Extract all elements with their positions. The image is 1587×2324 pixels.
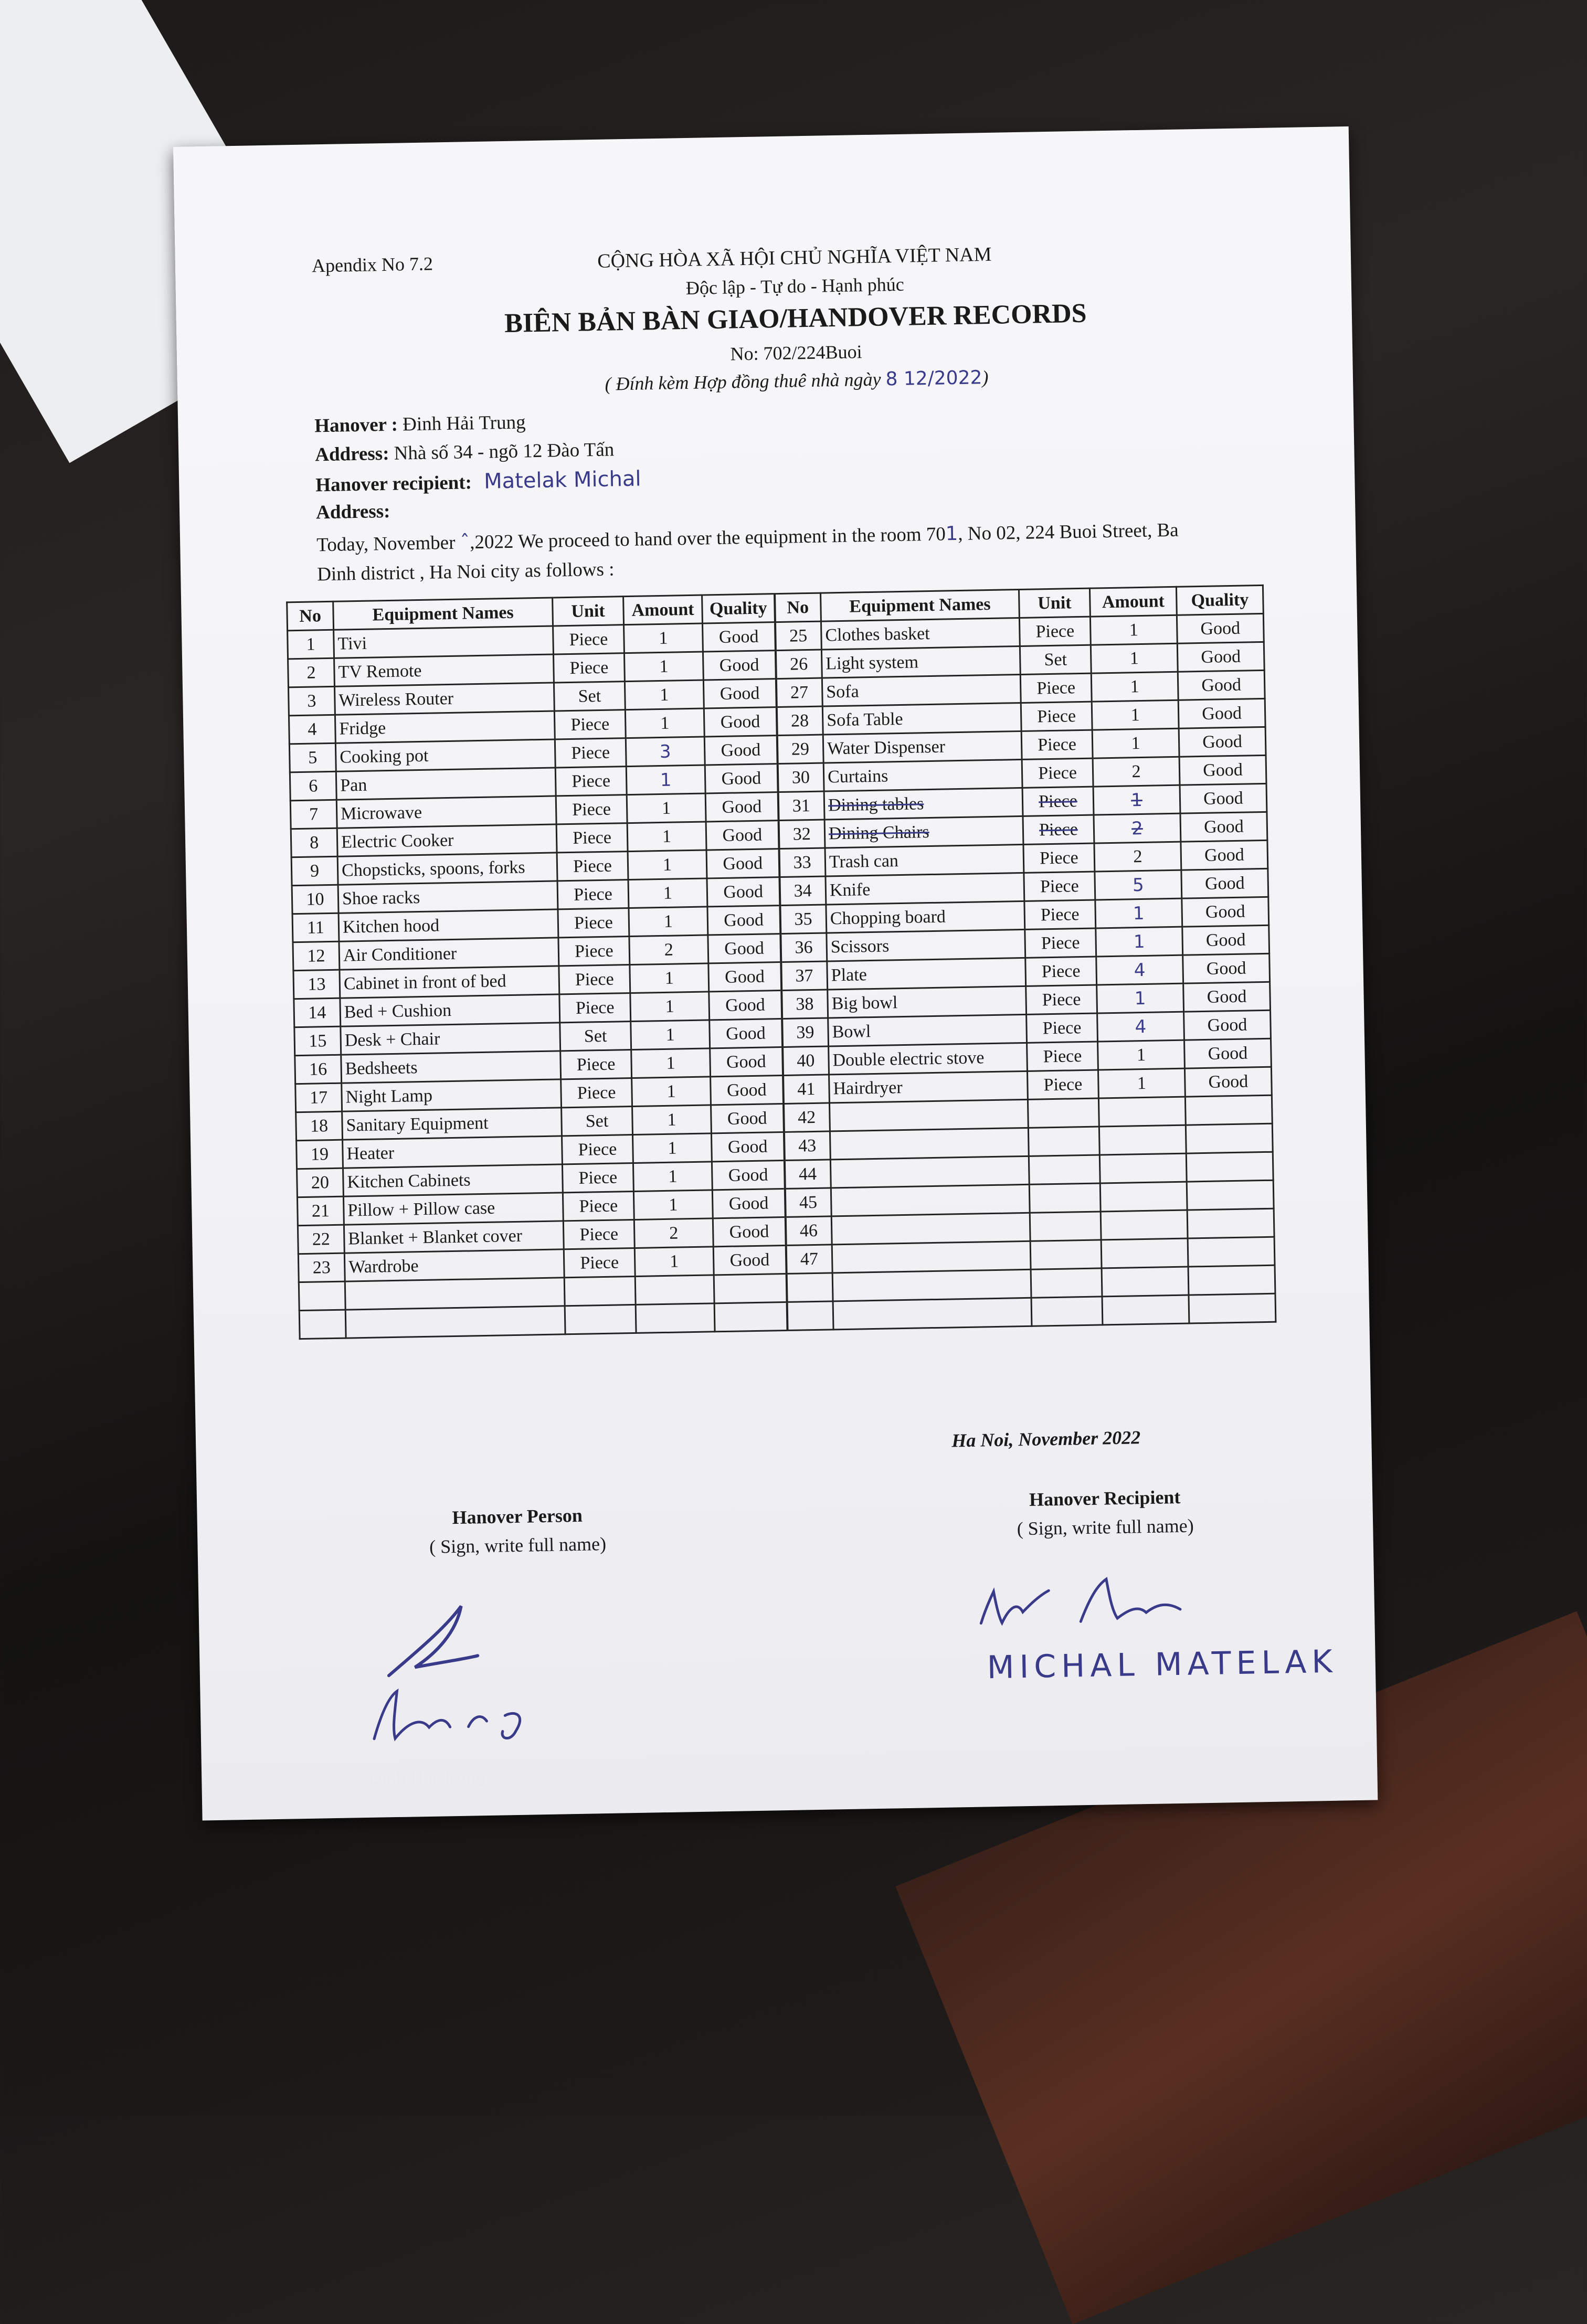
table-body: [288, 613, 1276, 1339]
address-line: [315, 438, 615, 466]
cell-amount: 1: [624, 652, 703, 682]
cell-amount: 1: [631, 1020, 710, 1050]
cell-no: 20: [297, 1168, 344, 1197]
cell-amount: 1: [633, 1162, 712, 1192]
cell-name: Night Lamp: [342, 1079, 562, 1111]
cell-no: 5: [289, 743, 336, 772]
cell-quality: Good: [703, 651, 776, 680]
cell-name: [830, 1156, 1029, 1188]
place-date: Ha Noi, November 2022: [951, 1427, 1141, 1451]
cell-amount: [1100, 1182, 1187, 1212]
cell-quality: Good: [710, 1019, 782, 1048]
cell-name: Air Conditioner: [339, 938, 559, 970]
cell-no: 7: [290, 800, 337, 829]
cell-name: Sofa Table: [822, 703, 1021, 735]
cell-quality: Good: [704, 707, 777, 737]
cell-unit: [1031, 1297, 1103, 1326]
cell-name: Double electric stove: [829, 1043, 1028, 1075]
cell-quality: Good: [706, 821, 779, 850]
address-label: Address:: [314, 442, 389, 466]
cell-unit: Piece: [1023, 843, 1095, 873]
cell-quality: Good: [1179, 727, 1266, 757]
cell-name: [832, 1269, 1031, 1301]
cell-name: Water Dispenser: [823, 731, 1022, 763]
cell-no: 22: [298, 1225, 344, 1254]
cell-no: 8: [291, 828, 337, 857]
cell-quality: Good: [1177, 613, 1264, 643]
cell-quality: Good: [1184, 1067, 1272, 1097]
cell-no: 2: [288, 658, 335, 687]
cell-no: 25: [775, 621, 821, 651]
intro-day-mark: ˆ: [460, 530, 470, 554]
cell-unit: Piece: [559, 965, 630, 994]
cell-name: Tivi: [334, 626, 554, 658]
cell-name: Wardrobe: [344, 1249, 564, 1281]
hanover-person-signature: [355, 1567, 579, 1755]
cell-name: Chopsticks, spoons, forks: [337, 853, 557, 885]
intro-text-1: Today, November: [316, 532, 461, 556]
cell-unit: Piece: [564, 1248, 635, 1277]
cell-name: Cooking pot: [335, 739, 555, 771]
cell-amount: 2: [1093, 757, 1180, 787]
cell-amount: 1: [1098, 1068, 1185, 1098]
cell-name: Curtains: [823, 759, 1022, 791]
hanover-person-title: Hanover Person: [452, 1504, 583, 1529]
handover-document: [173, 126, 1378, 1821]
cell-no: [299, 1281, 345, 1311]
cell-amount: [1101, 1238, 1188, 1268]
cell-amount: 2: [1094, 842, 1181, 872]
cell-quality: [1185, 1095, 1272, 1125]
intro-room-hand: 1: [945, 522, 958, 545]
recipient-address-label: Address:: [315, 500, 390, 524]
cell-quality: [714, 1302, 787, 1331]
hanover-recipient-note: ( Sign, write full name): [1017, 1515, 1194, 1540]
cell-no: 33: [779, 848, 826, 877]
cell-no: [787, 1301, 833, 1331]
cell-quality: [1187, 1180, 1274, 1210]
cell-no: 12: [293, 941, 340, 971]
cell-no: 29: [777, 735, 823, 764]
cell-no: 10: [292, 885, 338, 914]
cell-no: 26: [775, 650, 822, 679]
cell-name: Chopping board: [826, 901, 1025, 933]
cell-unit: [1031, 1268, 1102, 1298]
cell-unit: Piece: [1021, 702, 1092, 731]
cell-name: Scissors: [827, 929, 1025, 961]
hanover-label: Hanover :: [314, 413, 398, 437]
cell-quality: [1186, 1152, 1273, 1182]
column-header: No: [287, 601, 334, 631]
cell-amount: 1: [630, 992, 710, 1022]
hanover-line: [314, 411, 526, 437]
cell-unit: Piece: [1019, 617, 1091, 646]
cell-amount: [1102, 1267, 1189, 1297]
cell-name: Knife: [826, 873, 1024, 905]
cell-no: 30: [777, 763, 824, 792]
cell-quality: Good: [1178, 698, 1265, 728]
cell-unit: Piece: [556, 795, 627, 824]
national-title: CỘNG HÒA XÃ HỘI CHỦ NGHĨA VIỆT NAM: [597, 243, 992, 272]
cell-quality: Good: [1179, 755, 1266, 785]
column-header: Quality: [1176, 585, 1263, 615]
cell-amount: 1: [1098, 1040, 1185, 1070]
cell-quality: Good: [712, 1188, 785, 1218]
cell-no: 40: [782, 1046, 829, 1076]
column-header: Amount: [623, 595, 703, 625]
cell-quality: Good: [1180, 783, 1267, 813]
cell-name: [831, 1184, 1030, 1216]
cell-unit: Piece: [554, 710, 626, 739]
cell-name: Plate: [827, 958, 1026, 990]
cell-no: 34: [779, 876, 826, 906]
cell-no: 47: [786, 1245, 832, 1274]
cell-amount: 1: [1095, 898, 1182, 928]
cell-unit: Piece: [563, 1219, 634, 1249]
cell-unit: Piece: [553, 653, 625, 683]
cell-unit: Set: [1020, 645, 1091, 674]
cell-quality: Good: [708, 934, 781, 963]
cell-amount: 1: [625, 680, 704, 710]
cell-no: 14: [294, 998, 341, 1027]
cell-amount: 5: [1095, 870, 1182, 900]
cell-unit: Piece: [553, 625, 625, 654]
cell-name: Big bowl: [828, 986, 1027, 1018]
cell-name: Pan: [336, 768, 556, 800]
recipient-name: Matelak Michal: [483, 466, 641, 494]
cell-quality: Good: [707, 877, 780, 907]
cell-name: Dining tables: [824, 788, 1023, 820]
cell-unit: Piece: [1025, 957, 1097, 986]
cell-quality: Good: [708, 962, 781, 992]
cell-quality: Good: [713, 1217, 786, 1246]
cell-amount: [1098, 1097, 1186, 1127]
cell-quality: Good: [1178, 670, 1265, 700]
cell-quality: Good: [705, 792, 778, 822]
cell-amount: 2: [634, 1218, 713, 1248]
address-value: Nhà số 34 - ngõ 12 Đào Tấn: [394, 439, 615, 464]
cell-quality: Good: [706, 849, 779, 878]
cell-name: [829, 1099, 1028, 1131]
column-header: Quality: [702, 594, 775, 623]
column-header: Equipment Names: [333, 598, 553, 630]
cell-name: [345, 1306, 565, 1338]
cell-quality: Good: [713, 1245, 786, 1275]
cell-name: Light system: [821, 646, 1020, 678]
cell-unit: Piece: [560, 1050, 632, 1079]
cell-unit: Piece: [1023, 815, 1094, 844]
cell-name: Pillow + Pillow case: [343, 1193, 563, 1225]
cell-amount: 1: [630, 963, 709, 993]
cell-no: 41: [783, 1075, 830, 1104]
cell-amount: 1: [1096, 927, 1183, 957]
hanover-name: Đinh Hải Trung: [402, 411, 526, 436]
cell-amount: 1: [627, 793, 706, 823]
cell-amount: 1: [1090, 615, 1177, 645]
cell-quality: Good: [1180, 812, 1267, 842]
attachment-date: 8 12/2022: [885, 367, 982, 390]
cell-amount: 1: [632, 1077, 711, 1107]
cell-unit: Set: [554, 682, 625, 711]
cell-name: Heater: [343, 1136, 563, 1168]
cell-amount: 1: [628, 878, 707, 908]
cell-name: Bedsheets: [341, 1051, 561, 1083]
cell-quality: [1188, 1237, 1275, 1267]
cell-unit: Piece: [563, 1191, 634, 1221]
cell-no: 43: [784, 1131, 830, 1161]
cell-amount: 1: [631, 1048, 711, 1078]
recipient-printed-name: MICHAL MATELAK: [987, 1643, 1338, 1686]
cell-amount: 1: [1097, 983, 1184, 1013]
cell-quality: Good: [704, 736, 777, 765]
cell-quality: [1188, 1265, 1275, 1295]
cell-unit: Piece: [561, 1078, 632, 1108]
cell-unit: Piece: [562, 1163, 633, 1192]
cell-amount: 1: [629, 907, 708, 937]
column-header: Amount: [1089, 587, 1177, 617]
cell-amount: [635, 1275, 714, 1305]
cell-quality: [1186, 1123, 1273, 1153]
cell-name: Bowl: [828, 1014, 1027, 1046]
cell-quality: Good: [711, 1103, 784, 1133]
cell-amount: [1099, 1125, 1186, 1155]
cell-quality: [714, 1274, 787, 1303]
cell-name: Wireless Router: [334, 683, 554, 715]
cell-amount: 4: [1096, 955, 1183, 985]
cell-amount: 3: [626, 737, 705, 767]
cell-unit: [1029, 1183, 1101, 1213]
document-title: BIÊN BẢN BÀN GIAO/HANDOVER RECORDS: [504, 298, 1087, 339]
cell-quality: Good: [711, 1132, 784, 1161]
cell-name: Blanket + Blanket cover: [344, 1221, 564, 1253]
cell-no: 15: [294, 1026, 341, 1056]
equipment-table: [286, 585, 1276, 1340]
cell-quality: [1189, 1293, 1276, 1323]
cell-amount: 1: [632, 1105, 712, 1135]
cell-name: Kitchen hood: [338, 909, 558, 941]
cell-unit: Piece: [1027, 1070, 1098, 1099]
cell-name: Kitchen Cabinets: [343, 1164, 563, 1196]
cell-no: 4: [289, 715, 335, 744]
intro-text-3: , No 02, 224 Buoi Street, Ba Dinh district , Ha Noi city as follows :: [316, 519, 1179, 586]
column-header: Unit: [1019, 588, 1090, 618]
cell-amount: 1: [1091, 672, 1178, 702]
cell-quality: Good: [1181, 868, 1268, 898]
cell-name: Bed + Cushion: [340, 994, 560, 1026]
cell-unit: [1030, 1240, 1102, 1269]
cell-name: Microwave: [336, 796, 556, 828]
cell-amount: 1: [624, 623, 703, 653]
cell-name: Electric Cooker: [337, 824, 557, 856]
cell-amount: [1101, 1210, 1188, 1240]
cell-quality: Good: [1182, 897, 1269, 927]
cell-name: Fridge: [335, 711, 555, 743]
cell-quality: Good: [1181, 840, 1268, 870]
document-number: No: 702/224Buoi: [730, 341, 862, 365]
hanover-recipient-title: Hanover Recipient: [1029, 1486, 1181, 1510]
cell-unit: Piece: [1025, 928, 1096, 958]
cell-name: Trash can: [825, 844, 1024, 876]
cell-amount: 1: [625, 708, 704, 738]
cell-quality: Good: [707, 906, 780, 935]
cell-quality: Good: [1184, 1038, 1271, 1068]
cell-unit: Piece: [555, 738, 626, 768]
cell-amount: 4: [1097, 1012, 1184, 1042]
cell-name: Shoe racks: [338, 881, 558, 913]
cell-name: [830, 1128, 1029, 1160]
intro-text-2: ,2022 We proceed to hand over the equipment in the room 70: [469, 523, 946, 554]
cell-no: 17: [295, 1083, 342, 1112]
cell-no: 45: [785, 1188, 831, 1217]
cell-unit: Piece: [557, 880, 629, 909]
cell-unit: Piece: [555, 767, 627, 796]
attachment-suffix: ): [982, 366, 989, 388]
cell-name: [832, 1241, 1031, 1273]
cell-amount: 1: [634, 1247, 714, 1277]
cell-no: 31: [778, 791, 824, 821]
cell-quality: Good: [1183, 953, 1270, 983]
cell-name: Sofa: [822, 674, 1021, 706]
cell-unit: Piece: [1026, 985, 1097, 1014]
cell-no: 23: [298, 1253, 345, 1282]
cell-amount: [1102, 1295, 1189, 1325]
national-motto: Độc lập - Tự do - Hạnh phúc: [685, 273, 905, 299]
cell-no: 39: [782, 1018, 829, 1047]
cell-name: [831, 1213, 1030, 1245]
cell-amount: 1: [627, 822, 706, 852]
cell-quality: Good: [703, 622, 776, 652]
cell-quality: Good: [1177, 642, 1264, 672]
cell-no: 18: [296, 1111, 343, 1141]
column-header: No: [775, 593, 821, 622]
column-header: Equipment Names: [821, 590, 1020, 622]
cell-unit: Set: [562, 1107, 633, 1136]
hanover-person-note: ( Sign, write full name): [429, 1533, 607, 1557]
cell-no: 9: [291, 856, 338, 886]
cell-name: Hairdryer: [829, 1071, 1028, 1103]
cell-unit: Piece: [1020, 673, 1092, 703]
cell-quality: Good: [712, 1160, 785, 1190]
cell-name: Cabinet in front of bed: [340, 966, 559, 998]
cell-unit: Piece: [1022, 758, 1093, 788]
cell-quality: Good: [710, 1047, 783, 1077]
cell-name: [345, 1278, 565, 1310]
hanover-printed-name: [369, 1768, 486, 1789]
cell-unit: Piece: [1027, 1013, 1098, 1043]
cell-name: Clothes basket: [821, 618, 1020, 650]
cell-unit: [1028, 1098, 1099, 1128]
cell-no: 21: [297, 1196, 344, 1226]
recipient-address-line: [316, 500, 390, 524]
cell-quality: Good: [1184, 1010, 1271, 1040]
cell-no: 13: [293, 970, 340, 999]
cell-quality: Good: [703, 679, 776, 708]
cell-no: 32: [778, 820, 825, 849]
cell-no: 16: [295, 1055, 342, 1084]
cell-unit: [1028, 1127, 1099, 1156]
cell-amount: 1: [632, 1133, 712, 1163]
cell-unit: [1030, 1212, 1101, 1241]
cell-name: Sanitary Equipment: [342, 1108, 562, 1140]
cell-amount: 1: [628, 850, 707, 880]
cell-amount: 1: [1092, 700, 1179, 730]
cell-name: Dining Chairs: [824, 816, 1023, 848]
cell-unit: Piece: [1024, 872, 1095, 901]
cell-no: 28: [776, 706, 823, 736]
cell-unit: Piece: [562, 1135, 633, 1164]
cell-amount: 1: [1093, 785, 1180, 815]
cell-unit: [564, 1276, 636, 1306]
cell-name: TV Remote: [334, 654, 554, 686]
cell-no: 46: [785, 1216, 832, 1246]
cell-quality: Good: [1183, 982, 1271, 1012]
cell-no: 6: [290, 771, 336, 801]
cell-no: 38: [781, 990, 828, 1019]
cell-quality: [1187, 1208, 1274, 1238]
cell-unit: Piece: [1024, 900, 1096, 929]
cell-unit: [565, 1304, 636, 1334]
column-header: Unit: [553, 597, 624, 626]
cell-no: 42: [784, 1103, 830, 1132]
intro-paragraph: [316, 514, 1220, 589]
appendix-label: Apendix No 7.2: [311, 253, 433, 277]
cell-unit: [1029, 1155, 1100, 1184]
cell-unit: Piece: [556, 823, 628, 853]
cell-quality: Good: [709, 991, 782, 1020]
cell-amount: 2: [629, 935, 708, 965]
cell-no: 44: [784, 1160, 831, 1189]
recipient-line: [315, 467, 641, 497]
cell-amount: 1: [1091, 643, 1178, 673]
cell-unit: Piece: [557, 852, 628, 881]
cell-no: [299, 1310, 346, 1339]
attachment-prefix: ( Đính kèm Hợp đồng thuê nhà ngày: [605, 368, 886, 395]
cell-no: 27: [776, 678, 822, 707]
cell-quality: Good: [711, 1075, 784, 1105]
cell-unit: Piece: [1027, 1042, 1098, 1071]
cell-quality: Good: [1182, 925, 1269, 955]
cell-no: 19: [297, 1140, 343, 1169]
cell-amount: 1: [633, 1190, 713, 1220]
cell-no: 36: [780, 933, 827, 962]
cell-unit: Piece: [1022, 787, 1094, 816]
cell-no: 35: [780, 905, 827, 934]
recipient-label: Hanover recipient:: [315, 472, 472, 496]
cell-no: 1: [288, 630, 334, 659]
cell-no: 3: [289, 686, 335, 716]
cell-amount: 1: [1092, 728, 1179, 758]
cell-amount: 2: [1094, 813, 1181, 843]
cell-amount: [1099, 1153, 1187, 1183]
cell-unit: Set: [560, 1022, 631, 1051]
cell-name: Desk + Chair: [341, 1023, 560, 1055]
cell-no: 37: [781, 961, 828, 991]
cell-quality: Good: [705, 764, 778, 793]
cell-unit: Piece: [559, 993, 631, 1023]
cell-name: [833, 1298, 1032, 1330]
cell-unit: Piece: [558, 937, 630, 966]
cell-unit: Piece: [558, 908, 629, 938]
cell-no: [786, 1273, 833, 1302]
cell-amount: [636, 1303, 715, 1333]
cell-unit: Piece: [1021, 730, 1093, 759]
cell-amount: 1: [626, 765, 705, 795]
cell-no: 11: [292, 913, 339, 942]
